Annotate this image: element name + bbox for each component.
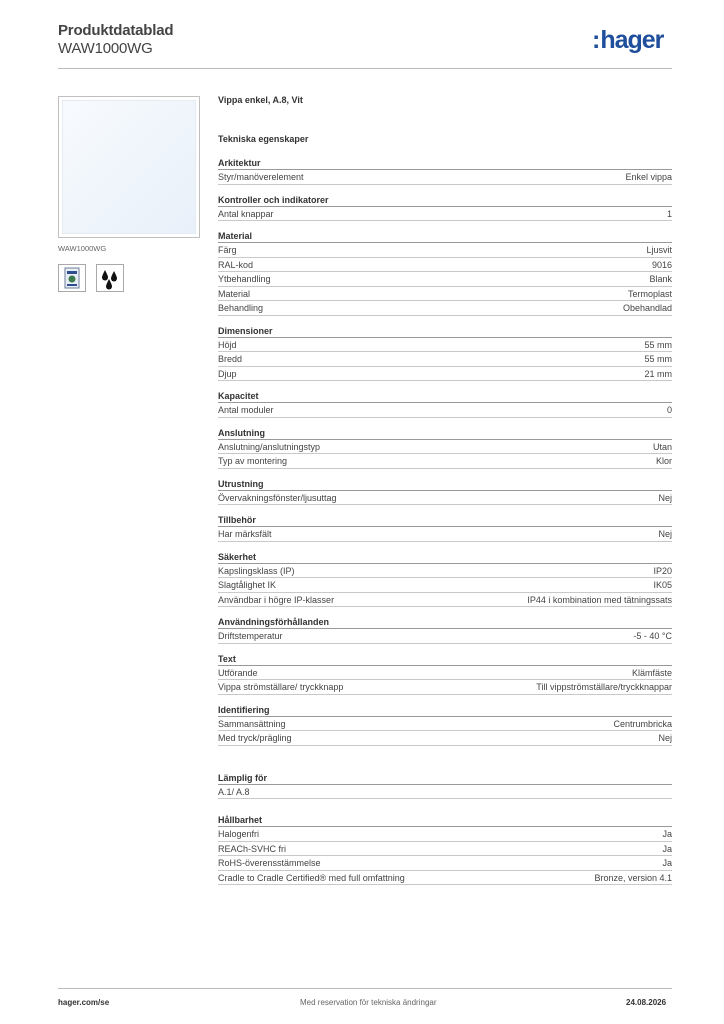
group-title: Utrustning (218, 469, 672, 491)
property-value: Centrumbricka (613, 718, 672, 729)
property-row (218, 680, 672, 695)
group-title: Tillbehör (218, 505, 672, 527)
certificate-icon (58, 264, 86, 292)
property-row (218, 785, 672, 800)
property-value: 21 mm (644, 368, 672, 379)
group-title: Kapacitet (218, 381, 672, 403)
property-row (218, 564, 672, 579)
property-row (218, 287, 672, 302)
property-row (218, 301, 672, 316)
property-row (218, 258, 672, 273)
property-row (218, 352, 672, 367)
property-value: IK05 (653, 580, 672, 590)
group-title: Hållbarhet (218, 805, 672, 827)
property-row (218, 440, 672, 455)
property-row (218, 170, 672, 185)
header-divider (58, 68, 672, 69)
property-row (218, 666, 672, 681)
property-label: RAL-kod (218, 259, 254, 270)
property-value: Blank (649, 274, 672, 284)
property-value: Ja (662, 843, 672, 854)
property-value: Ljusvit (646, 245, 672, 255)
property-row (218, 243, 672, 258)
property-row (218, 593, 672, 608)
property-row (218, 842, 672, 857)
product-image (58, 96, 200, 238)
property-value: 55 mm (644, 354, 672, 364)
property-label: Har märksfält (218, 529, 272, 539)
property-label: Med tryck/prägling (218, 733, 292, 743)
group-title: Anslutning (218, 418, 672, 440)
property-label: Anslutning/anslutningstyp (218, 441, 321, 452)
property-row (218, 403, 672, 418)
property-label: Driftstemperatur (218, 631, 283, 641)
property-value: Klor (655, 456, 672, 466)
property-label: Slagtålighet IK (218, 580, 277, 590)
property-row (218, 871, 672, 886)
property-value: Nej (658, 492, 672, 503)
group-title: Dimensioner (218, 316, 672, 338)
property-label: RoHS-överensstämmelse (218, 858, 321, 868)
property-row (218, 827, 672, 842)
property-value: IP44 i kombination med tätningssats (527, 594, 672, 605)
product-name: Vippa enkel, A.8, Vit (218, 95, 303, 105)
product-image-caption: WAW1000WG (58, 244, 107, 253)
property-label: Typ av montering (218, 456, 288, 466)
hager-logo: :hager (592, 26, 664, 54)
property-value: Ja (662, 858, 672, 868)
section-technical-properties: Tekniska egenskaper (218, 134, 309, 144)
property-row (218, 367, 672, 382)
group-title: Identifiering (218, 695, 672, 717)
property-value: Termoplast (627, 288, 672, 299)
footer-divider (58, 988, 672, 989)
footer-website: hager.com/se (58, 998, 110, 1007)
property-label: A.1/ A.8 (218, 786, 250, 797)
property-value: 0 (666, 405, 672, 415)
group-title: Användningsförhållanden (218, 607, 672, 629)
property-label: Användbar i högre IP-klasser (218, 594, 335, 605)
group-title: Arkitektur (218, 148, 672, 170)
property-row (218, 454, 672, 469)
property-label: Halogenfri (218, 829, 260, 839)
property-value: Obehandlad (622, 303, 672, 313)
property-value: 55 mm (644, 339, 672, 350)
property-groups (218, 148, 672, 746)
group-title: Text (218, 644, 672, 666)
property-label: Höjd (218, 339, 237, 350)
property-value: Enkel vippa (625, 172, 672, 182)
property-label: Behandling (218, 303, 264, 313)
suitable-for-group (218, 763, 672, 800)
property-value: Bronze, version 4.1 (594, 872, 672, 883)
property-label: Cradle to Cradle Certified® med full omfattning (218, 872, 405, 883)
property-label: REACh-SVHC fri (218, 843, 287, 854)
sustainability-group (218, 805, 672, 885)
property-value: 1 (666, 208, 672, 219)
property-label: Material (218, 288, 251, 299)
property-label: Djup (218, 368, 237, 379)
page-title: Produktdatablad (58, 22, 174, 39)
property-label: Bredd (218, 354, 243, 364)
property-value: Nej (658, 733, 672, 743)
property-label: Utförande (218, 667, 258, 678)
property-row (218, 272, 672, 287)
property-label: Antal moduler (218, 405, 274, 415)
property-row (218, 856, 672, 871)
property-label: Vippa strömställare/ tryckknapp (218, 682, 344, 692)
group-title: Lämplig för (218, 763, 672, 785)
property-row (218, 578, 672, 593)
property-value: Till vippströmställare/tryckknappar (536, 682, 672, 692)
water-drops-icon (96, 264, 124, 292)
property-value: Utan (652, 441, 672, 452)
group-title: Material (218, 221, 672, 243)
footer-disclaimer: Med reservation för tekniska ändringar (300, 998, 437, 1007)
property-label: Färg (218, 245, 237, 255)
property-label: Styr/manöverelement (218, 172, 304, 182)
property-value: Klämfäste (631, 667, 672, 678)
property-value: Ja (662, 829, 672, 839)
group-title: Kontroller och indikatorer (218, 185, 672, 207)
property-row (218, 338, 672, 353)
property-value: 9016 (651, 259, 672, 270)
property-row (218, 491, 672, 506)
footer-date: 24.08.2026 (626, 998, 667, 1007)
property-value: Nej (658, 529, 672, 539)
property-row (218, 527, 672, 542)
property-row (218, 629, 672, 644)
property-value: IP20 (653, 565, 672, 576)
property-label: Kapslingsklass (IP) (218, 565, 295, 576)
product-code: WAW1000WG (58, 40, 153, 57)
group-title: Säkerhet (218, 542, 672, 564)
property-label: Ytbehandling (218, 274, 271, 284)
property-row (218, 717, 672, 732)
datasheet-content (218, 95, 672, 885)
property-value: -5 - 40 °C (633, 631, 672, 641)
property-label: Antal knappar (218, 208, 274, 219)
property-row (218, 207, 672, 222)
property-label: Sammansättning (218, 718, 286, 729)
property-label: Övervakningsfönster/ljusuttag (218, 492, 337, 503)
property-row (218, 731, 672, 746)
